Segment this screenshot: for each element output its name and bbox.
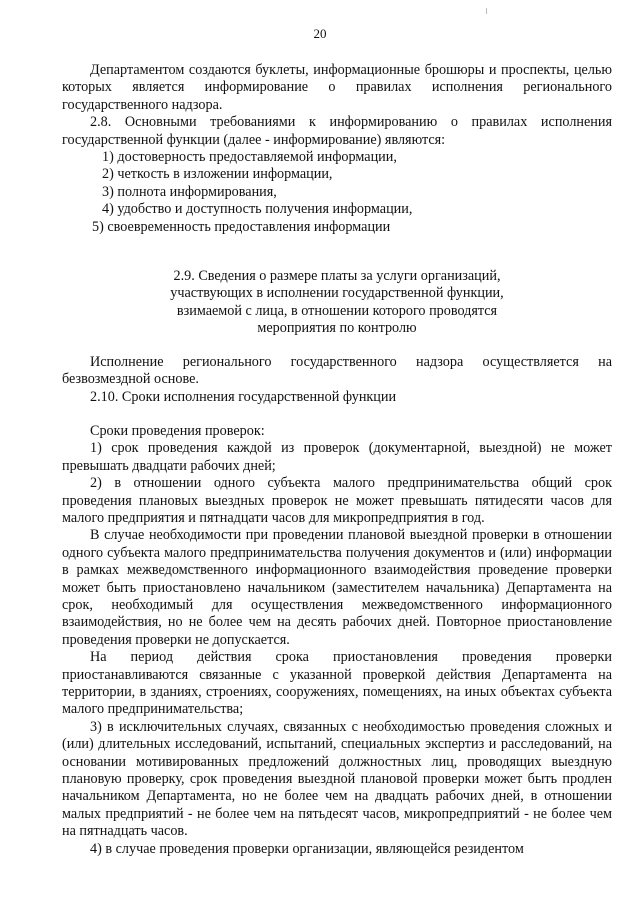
list-item: 4) удобство и доступность получения информации, (102, 201, 413, 218)
list-item: 2) четкость в изложении информации, (102, 166, 333, 183)
scan-mark (486, 8, 487, 14)
list-item: 1) достоверность предоставляемой информации, (102, 149, 397, 166)
paragraph-requirements: 2.8. Основными требованиями к информированию о правилах исполнения государственной функции (далее - информирование) являются: (62, 114, 612, 148)
paragraph-term-3: 3) в исключительных случаях, связанных с необходимостью проведения сложных и (или) длительных исследований, испытаний, специальных экспертиз и расследований, на основании мотивированных предложений должностных лиц, проводящих выездную плановую проверку, срок проведения выездной плановой проверки может быть продлен начальником Департамента, но не более чем на двадцать рабочих дней, в отношении малых предприятий - не более чем на пятьдесят часов, микропредприятий - не более чем на пятнадцать часов. (62, 718, 612, 840)
paragraph-free: Исполнение регионального государственного надзора осуществляется на безвозмездной основе. (62, 353, 612, 388)
page-content (62, 62, 612, 858)
paragraph-term-4: 4) в случае проведения проверки организации, являющейся резидентом (90, 840, 524, 857)
paragraph-terms-intro: Сроки проведения проверок: (90, 422, 265, 439)
list-item: 3) полнота информирования, (102, 183, 277, 200)
section-title-terms: 2.10. Сроки исполнения государственной функции (90, 388, 397, 405)
paragraph-term-1: 1) срок проведения каждой из проверок (документарной, выездной) не может превышать двадцати рабочих дней; (62, 440, 612, 474)
page-number: 20 (313, 26, 327, 41)
paragraph-suspension: В случае необходимости при проведении плановой выездной проверки в отношении одного субъекта малого предпринимательства получения документов и (или) информации в рамках межведомственного информационного взаимодействия проведение проверки может быть приостановлено начальником (заместителем начальника) Департамента на срок, необходимый для осуществления межведомственного информационного взаимодействия, но не более чем на десять рабочих дней. Повторное приостановление проведения проверки не допускается. (62, 527, 612, 648)
list-item: 5) своевременность предоставления информации (92, 218, 391, 235)
paragraph-term-2: 2) в отношении одного субъекта малого предпринимательства общий срок проведения плановых выездных проверок не может превышать пятидесяти часов для малого предприятия и пятнадцати часов для микропредприятия в год. (62, 475, 612, 526)
section-heading: 2.9. Сведения о размере платы за услуги организаций, участвующих в исполнении государственной функции, взимаемой с лица, в отношении которого проводятся мероприятия по контролю (170, 268, 504, 337)
paragraph-booklets: Департаментом создаются буклеты, информационные брошюры и проспекты, целью которых является информирование о правилах исполнения регионального государственного надзора. (62, 62, 612, 113)
paragraph-suspension-period: На период действия срока приостановления проведения проверки приостанавливаются связанные с указанной проверкой действия Департамента на территории, в зданиях, строениях, сооружениях, помещениях, на иных объектах субъекта малого предпринимательства; (62, 649, 612, 718)
